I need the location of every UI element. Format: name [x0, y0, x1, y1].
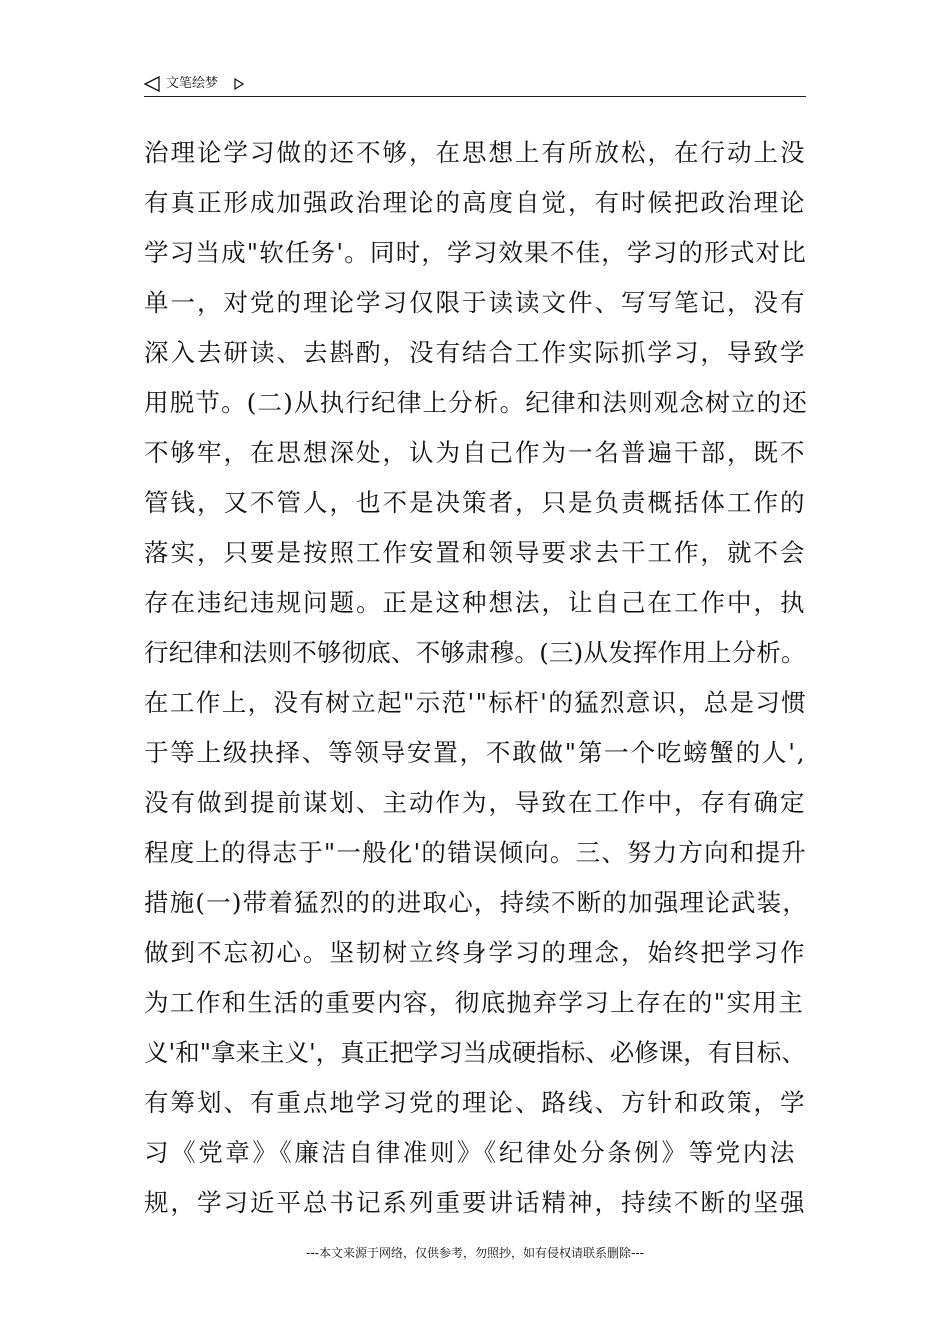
- text-line: 措施(一)带着猛烈的的进取心，持续不断的加强理论武装，: [144, 888, 809, 917]
- text-line: 程度上的得志于"一般化'的错误倾向。三、努力方向和提升: [144, 838, 807, 867]
- text-line: 在工作上，没有树立起"示范'"标杆'的猛烈意识，总是习惯: [144, 688, 808, 717]
- text-line: 没有做到提前谋划、主动作为，导致在工作中，存有确定: [144, 788, 807, 817]
- text-line: 深入去研读、去斟酌，没有结合工作实际抓学习，导致学: [144, 338, 807, 367]
- text-line: 为工作和生活的重要内容，彻底抛弃学习上存在的"实用主: [144, 988, 805, 1017]
- text-line: 存在违纪违规问题。正是这种想法，让自己在工作中，执: [144, 588, 807, 617]
- text-line: 做到不忘初心。坚韧树立终身学习的理念，始终把学习作: [144, 938, 807, 967]
- page-header: [144, 74, 806, 97]
- page-footer: ---本文来源于网络，仅供参考，勿照抄，如有侵权请联系删除---: [306, 1246, 644, 1260]
- text-line: 有筹划、有重点地学习党的理论、路线、方针和政策，学: [144, 1088, 807, 1117]
- text-line: 习《党章》《廉洁自律准则》《纪律处分条例》等党内法: [144, 1138, 797, 1167]
- text-line: 义'和"拿来主义'，真正把学习当成硬指标、必修课，有目标、: [144, 1038, 806, 1067]
- document-body: [144, 128, 808, 1228]
- text-line: 用脱节。(二)从执行纪律上分析。纪律和法则观念树立的还: [144, 388, 809, 417]
- text-line: 不够牢，在思想深处，认为自己作为一名普遍干部，既不: [144, 438, 807, 467]
- text-line: 于等上级抉择、等领导安置，不敢做"第一个吃螃蟹的人',: [144, 738, 807, 767]
- text-line: 单一，对党的理论学习仅限于读读文件、写写笔记，没有: [144, 288, 807, 317]
- header-brand: 文笔绘梦: [166, 76, 219, 91]
- text-line: 落实，只要是按照工作安置和领导要求去干工作，就不会: [144, 538, 807, 567]
- text-line: 行纪律和法则不够彻底、不够肃穆。(三)从发挥作用上分析。: [144, 638, 806, 667]
- right-triangle-icon: [234, 78, 244, 90]
- text-line: 有真正形成加强政治理论的高度自觉，有时候把政治理论: [144, 188, 807, 217]
- text-line: 管钱，又不管人，也不是决策者，只是负责概括体工作的: [144, 488, 807, 517]
- text-line: 学习当成"软任务'。同时，学习效果不佳，学习的形式对比: [144, 238, 807, 267]
- text-line: 规，学习近平总书记系列重要讲话精神，持续不断的坚强: [144, 1188, 807, 1217]
- left-triangle-icon: [144, 76, 160, 92]
- text-line: 治理论学习做的还不够，在思想上有所放松，在行动上没: [144, 138, 807, 167]
